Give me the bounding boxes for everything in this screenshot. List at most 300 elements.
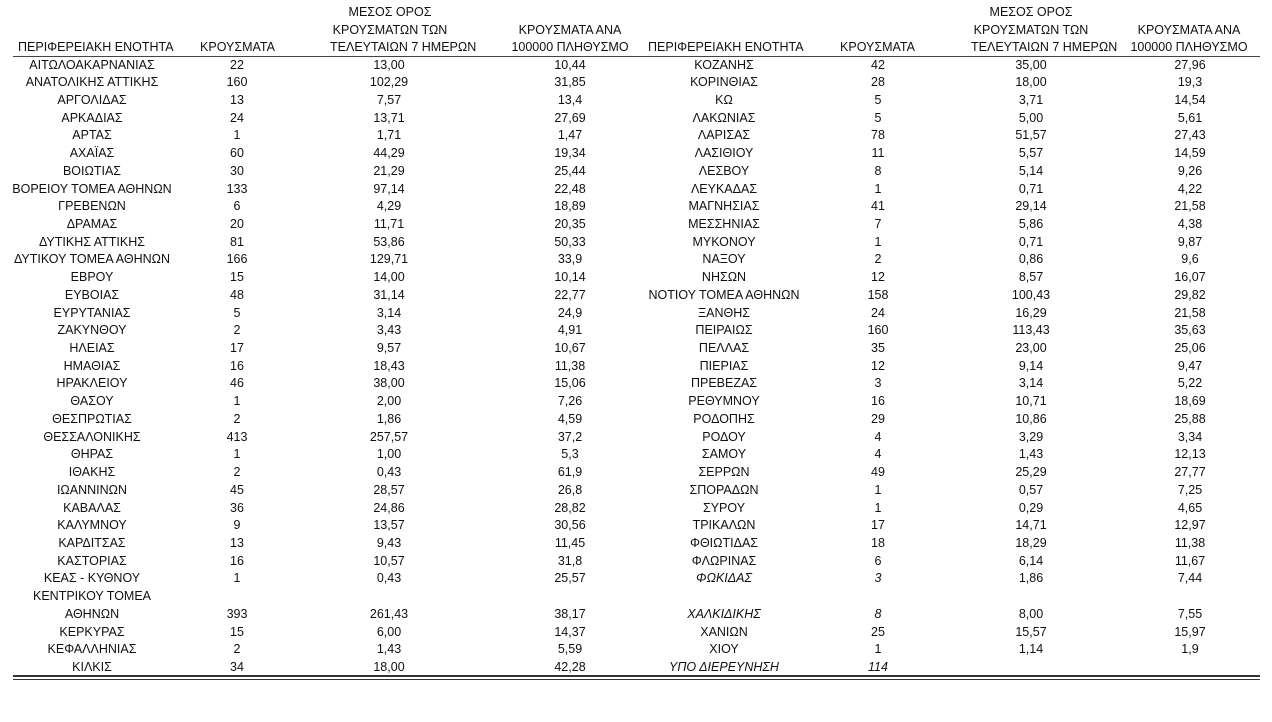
- region-cell: ΔΥΤΙΚΗΣ ΑΤΤΙΚΗΣ: [39, 234, 145, 249]
- region-cell: ΧΑΛΚΙΔΙΚΗΣ: [687, 606, 761, 621]
- per-100k-cell: 11,45: [554, 535, 586, 550]
- per-100k-cell: 11,38: [554, 358, 586, 373]
- per-100k-cell: 3,34: [1177, 429, 1203, 444]
- avg-7day-cell: 0,43: [376, 571, 402, 586]
- cases-cell: 36: [230, 500, 244, 515]
- avg-7day-cell: 18,43: [373, 358, 405, 373]
- region-cell: ΘΕΣΣΑΛΟΝΙΚΗΣ: [43, 429, 141, 444]
- per-100k-cell: 21,58: [1174, 305, 1206, 320]
- left-header-per-line1: ΚΡΟΥΣΜΑΤΑ ΑΝΑ: [518, 22, 622, 37]
- avg-7day-cell: 21,29: [373, 163, 405, 178]
- region-cell: ΞΑΝΘΗΣ: [698, 305, 750, 320]
- region-cell: ΚΑΡΔΙΤΣΑΣ: [58, 535, 126, 550]
- avg-7day-cell: 15,57: [1015, 624, 1047, 639]
- per-100k-cell: 4,59: [557, 411, 583, 426]
- avg-7day-cell: 129,71: [369, 252, 409, 267]
- per-100k-cell: 7,26: [557, 394, 583, 409]
- avg-7day-cell: 24,86: [373, 500, 405, 515]
- per-100k-cell: 50,33: [554, 234, 586, 249]
- per-100k-cell: 9,87: [1177, 234, 1203, 249]
- region-cell: ΜΑΓΝΗΣΙΑΣ: [688, 199, 760, 214]
- right-table-row: [0, 305, 1272, 323]
- right-table-row: [0, 517, 1272, 535]
- per-100k-cell: 5,59: [557, 642, 583, 657]
- region-cell: ΡΟΔΟΥ: [702, 429, 746, 444]
- cases-cell: 1: [874, 234, 882, 249]
- right-header-avg-line1: ΜΕΣΟΣ ΟΡΟΣ: [989, 5, 1073, 19]
- per-100k-cell: 4,38: [1177, 216, 1203, 231]
- region-cell: ΚΕΑΣ - ΚΥΘΝΟΥ: [43, 571, 141, 586]
- per-100k-cell: 25,44: [554, 163, 586, 178]
- right-table-row: [0, 216, 1272, 234]
- cases-cell: 25: [871, 624, 885, 639]
- right-table-row: [0, 163, 1272, 181]
- right-header-per-line1: ΚΡΟΥΣΜΑΤΑ ΑΝΑ: [1137, 22, 1241, 37]
- region-cell: ΚΑΛΥΜΝΟΥ: [57, 518, 127, 533]
- avg-7day-cell: 13,71: [373, 110, 405, 125]
- avg-7day-cell: 3,43: [376, 323, 402, 338]
- region-cell: ΧΑΝΙΩΝ: [700, 624, 748, 639]
- region-cell: ΡΟΔΟΠΗΣ: [693, 411, 755, 426]
- region-cell: ΣΥΡΟΥ: [702, 500, 746, 515]
- cases-cell: 7: [874, 216, 882, 231]
- cases-cell: 15: [230, 270, 244, 285]
- cases-cell: 3: [874, 376, 882, 391]
- per-100k-cell: 10,44: [554, 57, 586, 72]
- left-header-per100k: [505, 22, 635, 57]
- cases-cell: 158: [867, 287, 889, 302]
- avg-7day-cell: 53,86: [373, 234, 405, 249]
- avg-7day-cell: 31,14: [373, 287, 405, 302]
- cases-cell: 1: [233, 128, 241, 143]
- cases-cell: 393: [226, 606, 248, 621]
- per-100k-cell: 37,2: [557, 429, 583, 444]
- per-100k-cell: 9,6: [1181, 252, 1199, 267]
- avg-7day-cell: 113,43: [1012, 323, 1050, 338]
- right-table-row: [0, 375, 1272, 393]
- avg-7day-cell: 2,00: [376, 394, 402, 409]
- avg-7day-cell: 29,14: [1015, 199, 1047, 214]
- avg-7day-cell: 13,00: [373, 57, 405, 72]
- region-cell: ΑΝΑΤΟΛΙΚΗΣ ΑΤΤΙΚΗΣ: [25, 75, 159, 90]
- per-100k-cell: 10,67: [554, 341, 586, 356]
- avg-7day-cell: 3,14: [1018, 376, 1044, 391]
- avg-7day-cell: 1,43: [376, 642, 402, 657]
- right-table-row: [0, 429, 1272, 447]
- region-cell: ΕΥΡΥΤΑΝΙΑΣ: [53, 305, 131, 320]
- region-cell: ΦΩΚΙΔΑΣ: [696, 571, 752, 586]
- per-100k-cell: 18,69: [1174, 394, 1206, 409]
- right-table-row: [0, 110, 1272, 128]
- cases-cell: 1: [233, 571, 241, 586]
- cases-cell: 413: [226, 429, 248, 444]
- per-100k-cell: 22,48: [554, 181, 586, 196]
- cases-cell: 11: [871, 146, 885, 161]
- region-cell: ΠΕΙΡΑΙΩΣ: [695, 323, 753, 338]
- avg-7day-cell: 1,86: [376, 411, 402, 426]
- region-cell: ΜΥΚΟΝΟΥ: [692, 234, 756, 249]
- right-table-row: [0, 464, 1272, 482]
- region-cell: ΕΥΒΟΙΑΣ: [64, 287, 120, 302]
- region-cell: ΛΑΣΙΘΙΟΥ: [694, 146, 754, 161]
- right-table-row: [0, 145, 1272, 163]
- right-table-row: [0, 358, 1272, 376]
- per-100k-cell: 42,28: [554, 659, 586, 674]
- right-header-avg: [971, 4, 1118, 57]
- avg-7day-cell: 7,57: [376, 92, 402, 107]
- right-table-row: [0, 535, 1272, 553]
- right-table-row: [0, 482, 1272, 500]
- bottom-rule-top: [13, 675, 1260, 677]
- region-cell: ΖΑΚΥΝΘΟΥ: [57, 323, 127, 338]
- region-cell: ΑΡΤΑΣ: [72, 128, 112, 143]
- avg-7day-cell: 6,00: [376, 624, 402, 639]
- avg-7day-cell: 0,71: [1018, 181, 1044, 196]
- region-cell: ΠΙΕΡΙΑΣ: [699, 358, 749, 373]
- right-table-row: [0, 287, 1272, 305]
- cases-cell: 2: [233, 323, 241, 338]
- avg-7day-cell: 1,71: [376, 128, 402, 143]
- cases-cell: 2: [874, 252, 882, 267]
- cases-cell: 133: [226, 181, 248, 196]
- region-cell: ΑΧΑΪΑΣ: [69, 146, 115, 161]
- per-100k-cell: 27,69: [554, 110, 586, 125]
- avg-7day-cell: 3,71: [1018, 92, 1044, 107]
- avg-7day-cell: 9,57: [376, 341, 402, 356]
- avg-7day-cell: 18,00: [373, 659, 405, 674]
- per-100k-cell: 20,35: [554, 216, 586, 231]
- cases-cell: 6: [233, 199, 241, 214]
- right-table-row: [0, 234, 1272, 252]
- left-header-avg-line2: ΚΡΟΥΣΜΑΤΩΝ ΤΩΝ: [332, 22, 448, 37]
- region-cell: ΚΩ: [715, 92, 733, 107]
- per-100k-cell: 25,88: [1174, 411, 1206, 426]
- region-cell: ΦΘΙΩΤΙΔΑΣ: [689, 535, 759, 550]
- cases-cell: 4: [874, 429, 882, 444]
- avg-7day-cell: 11,71: [373, 216, 405, 231]
- avg-7day-cell: 14,71: [1015, 518, 1047, 533]
- right-table-row: [0, 181, 1272, 199]
- region-cell: ΣΑΜΟΥ: [701, 447, 747, 462]
- cases-cell: 16: [871, 394, 885, 409]
- region-cell: ΚΟΖΑΝΗΣ: [694, 57, 754, 72]
- per-100k-cell: 29,82: [1174, 287, 1206, 302]
- per-100k-cell: 14,37: [554, 624, 586, 639]
- avg-7day-cell: 0,71: [1018, 234, 1044, 249]
- per-100k-cell: 27,77: [1174, 465, 1206, 480]
- right-table-row: [0, 411, 1272, 429]
- region-cell: ΒΟΡΕΙΟΥ ΤΟΜΕΑ ΑΘΗΝΩΝ: [12, 181, 172, 196]
- per-100k-cell: 15,06: [554, 376, 586, 391]
- cases-cell: 16: [230, 358, 244, 373]
- right-table-row: [0, 553, 1272, 571]
- region-cell: ΘΕΣΠΡΩΤΙΑΣ: [52, 411, 132, 426]
- cases-cell: 46: [230, 376, 244, 391]
- cases-cell: 1: [874, 181, 882, 196]
- per-100k-cell: 4,91: [557, 323, 583, 338]
- right-table-row: [0, 340, 1272, 358]
- region-cell: ΚΙΛΚΙΣ: [72, 659, 112, 674]
- region-cell: ΠΡΕΒΕΖΑΣ: [690, 376, 758, 391]
- avg-7day-cell: 3,14: [376, 305, 402, 320]
- cases-cell: 45: [230, 482, 244, 497]
- avg-7day-cell: 16,29: [1015, 305, 1047, 320]
- cases-cell: 2: [233, 411, 241, 426]
- cases-cell: 1: [874, 500, 882, 515]
- cases-cell: 8: [874, 163, 882, 178]
- per-100k-cell: 21,58: [1174, 199, 1206, 214]
- per-100k-cell: 9,26: [1177, 163, 1203, 178]
- per-100k-cell: 25,06: [1174, 341, 1206, 356]
- cases-cell: 35: [871, 341, 885, 356]
- cases-cell: 22: [230, 57, 244, 72]
- region-cell: ΚΑΒΑΛΑΣ: [63, 500, 121, 515]
- per-100k-cell: 10,14: [554, 270, 586, 285]
- cases-cell: 1: [874, 482, 882, 497]
- avg-7day-cell: 28,57: [373, 482, 405, 497]
- per-100k-cell: 30,56: [554, 518, 586, 533]
- cases-cell: 114: [868, 659, 888, 674]
- cases-cell: 3: [874, 571, 882, 586]
- avg-7day-cell: 10,71: [1015, 394, 1047, 409]
- avg-7day-cell: 8,00: [1018, 606, 1044, 621]
- cases-cell: 5: [874, 92, 882, 107]
- right-table-row: [0, 251, 1272, 269]
- cases-cell: 16: [230, 553, 244, 568]
- left-header-cases: ΚΡΟΥΣΜΑΤΑ: [200, 40, 275, 54]
- avg-7day-cell: 100,43: [1011, 287, 1051, 302]
- right-header-per100k: [1124, 22, 1254, 57]
- cases-cell: 28: [871, 75, 885, 90]
- avg-7day-cell: 23,00: [1015, 341, 1047, 356]
- per-100k-cell: 12,97: [1174, 518, 1206, 533]
- region-cell: ΓΡΕΒΕΝΩΝ: [58, 199, 126, 214]
- cases-cell: 30: [230, 163, 244, 178]
- right-table-row: [0, 500, 1272, 518]
- region-cell: ΣΕΡΡΩΝ: [698, 465, 750, 480]
- per-100k-cell: 33,9: [557, 252, 583, 267]
- avg-7day-cell: 38,00: [373, 376, 405, 391]
- avg-7day-cell: 4,29: [376, 199, 402, 214]
- avg-7day-cell: 13,57: [373, 518, 405, 533]
- per-100k-cell: 19,3: [1177, 75, 1203, 90]
- avg-7day-cell: 1,43: [1018, 447, 1044, 462]
- region-cell: ΘΗΡΑΣ: [70, 447, 114, 462]
- region-cell: ΚΕΝΤΡΙΚΟΥ ΤΟΜΕΑ: [33, 589, 151, 604]
- per-100k-cell: 14,54: [1174, 92, 1206, 107]
- per-100k-cell: 4,65: [1177, 500, 1203, 515]
- right-header-region: ΠΕΡΙΦΕΡΕΙΑΚΗ ΕΝΟΤΗΤΑ: [648, 40, 804, 54]
- region-cell: ΝΟΤΙΟΥ ΤΟΜΕΑ ΑΘΗΝΩΝ: [648, 287, 800, 302]
- cases-cell: 24: [230, 110, 244, 125]
- avg-7day-cell: 0,29: [1018, 500, 1044, 515]
- avg-7day-cell: 8,57: [1018, 270, 1044, 285]
- per-100k-cell: 11,38: [1174, 535, 1206, 550]
- right-table-row: [0, 588, 1272, 606]
- per-100k-cell: 28,82: [554, 500, 586, 515]
- cases-cell: 17: [871, 518, 885, 533]
- avg-7day-cell: 6,14: [1018, 553, 1044, 568]
- right-table-row: [0, 606, 1272, 624]
- cases-cell: 166: [226, 252, 248, 267]
- per-100k-cell: 61,9: [557, 465, 583, 480]
- region-cell: ΚΑΣΤΟΡΙΑΣ: [57, 553, 127, 568]
- per-100k-cell: 9,47: [1177, 358, 1203, 373]
- cases-cell: 41: [871, 199, 885, 214]
- avg-7day-cell: 1,00: [376, 447, 402, 462]
- left-header-avg-line1: ΜΕΣΟΣ ΟΡΟΣ: [348, 5, 432, 19]
- per-100k-cell: 4,22: [1177, 181, 1203, 196]
- cases-cell: 48: [230, 287, 244, 302]
- per-100k-cell: 18,89: [554, 199, 586, 214]
- region-cell: ΛΕΣΒΟΥ: [698, 163, 750, 178]
- region-cell: ΣΠΟΡΑΔΩΝ: [689, 482, 759, 497]
- cases-cell: 4: [874, 447, 882, 462]
- right-table-row: [0, 659, 1272, 677]
- per-100k-cell: 13,4: [557, 92, 583, 107]
- cases-cell: 42: [871, 57, 885, 72]
- per-100k-cell: 12,13: [1174, 447, 1206, 462]
- region-cell: ΗΛΕΙΑΣ: [69, 341, 115, 356]
- region-cell: ΝΑΞΟΥ: [702, 252, 746, 267]
- region-cell: ΒΟΙΩΤΙΑΣ: [62, 163, 122, 178]
- per-100k-cell: 25,57: [554, 571, 586, 586]
- right-table-row: [0, 322, 1272, 340]
- per-100k-cell: 19,34: [554, 146, 586, 161]
- region-cell: ΗΡΑΚΛΕΙΟΥ: [56, 376, 128, 391]
- avg-7day-cell: 1,86: [1018, 571, 1044, 586]
- right-table-row: [0, 641, 1272, 659]
- region-cell: ΙΘΑΚΗΣ: [68, 465, 116, 480]
- region-cell: ΚΟΡΙΝΘΙΑΣ: [690, 75, 758, 90]
- right-table-row: [0, 269, 1272, 287]
- left-header-region: ΠΕΡΙΦΕΡΕΙΑΚΗ ΕΝΟΤΗΤΑ: [18, 40, 174, 54]
- per-100k-cell: 35,63: [1174, 323, 1206, 338]
- right-header-per-line2: 100000 ΠΛΗΘΥΣΜΟ: [1130, 40, 1248, 55]
- per-100k-cell: 7,44: [1177, 571, 1203, 586]
- per-100k-cell: 24,9: [557, 305, 583, 320]
- left-header-per-line2: 100000 ΠΛΗΘΥΣΜΟ: [511, 40, 629, 55]
- cases-cell: 2: [233, 465, 241, 480]
- right-table-row: [0, 198, 1272, 216]
- right-table-row: [0, 127, 1272, 145]
- per-100k-cell: 7,25: [1177, 482, 1203, 497]
- cases-cell: 78: [871, 128, 885, 143]
- cases-cell: 5: [233, 305, 241, 320]
- cases-cell: 2: [233, 642, 241, 657]
- region-cell: ΕΒΡΟΥ: [70, 270, 114, 285]
- avg-7day-cell: 0,86: [1018, 252, 1044, 267]
- cases-cell: 20: [230, 216, 244, 231]
- avg-7day-cell: 257,57: [369, 429, 409, 444]
- right-header-cases: ΚΡΟΥΣΜΑΤΑ: [840, 40, 915, 54]
- per-100k-cell: 27,43: [1174, 128, 1206, 143]
- per-100k-cell: 5,61: [1177, 110, 1203, 125]
- avg-7day-cell: 9,14: [1018, 358, 1044, 373]
- avg-7day-cell: 9,43: [376, 535, 402, 550]
- per-100k-cell: 38,17: [554, 606, 586, 621]
- cases-cell: 49: [871, 465, 885, 480]
- region-cell: ΜΕΣΣΗΝΙΑΣ: [688, 216, 760, 231]
- avg-7day-cell: 25,29: [1015, 465, 1047, 480]
- right-header-avg-line3: ΤΕΛΕΥΤΑΙΩΝ 7 ΗΜΕΡΩΝ: [971, 40, 1118, 55]
- cases-cell: 12: [871, 358, 885, 373]
- region-cell: ΥΠΟ ΔΙΕΡΕΥΝΗΣΗ: [669, 659, 779, 674]
- per-100k-cell: 11,67: [1174, 553, 1206, 568]
- cases-cell: 13: [230, 92, 244, 107]
- region-cell: ΦΛΩΡΙΝΑΣ: [691, 553, 757, 568]
- avg-7day-cell: 44,29: [373, 146, 405, 161]
- cases-cell: 13: [230, 535, 244, 550]
- right-header-avg-line2: ΚΡΟΥΣΜΑΤΩΝ ΤΩΝ: [973, 22, 1089, 37]
- cases-cell: 17: [230, 341, 244, 356]
- avg-7day-cell: 1,14: [1018, 642, 1044, 657]
- avg-7day-cell: 102,29: [369, 75, 409, 90]
- cases-cell: 81: [230, 234, 244, 249]
- cases-cell: 60: [230, 146, 244, 161]
- left-header-avg: [330, 4, 477, 57]
- right-table-row: [0, 624, 1272, 642]
- right-table-row: [0, 393, 1272, 411]
- region-cell: ΤΡΙΚΑΛΩΝ: [692, 518, 756, 533]
- avg-7day-cell: 14,00: [373, 270, 405, 285]
- cases-cell: 1: [233, 394, 241, 409]
- cases-cell: 24: [871, 305, 885, 320]
- region-cell: ΔΡΑΜΑΣ: [66, 216, 118, 231]
- region-cell: ΛΑΡΙΣΑΣ: [697, 128, 751, 143]
- avg-7day-cell: 18,29: [1015, 535, 1047, 550]
- per-100k-cell: 1,9: [1181, 642, 1199, 657]
- per-100k-cell: 5,22: [1177, 376, 1203, 391]
- cases-cell: 160: [867, 323, 889, 338]
- region-cell: ΔΥΤΙΚΟΥ ΤΟΜΕΑ ΑΘΗΝΩΝ: [13, 252, 171, 267]
- region-cell: ΑΡΚΑΔΙΑΣ: [61, 110, 123, 125]
- region-cell: ΑΙΤΩΛΟΑΚΑΡΝΑΝΙΑΣ: [29, 57, 155, 72]
- region-cell: ΗΜΑΘΙΑΣ: [63, 358, 121, 373]
- avg-7day-cell: 10,57: [373, 553, 405, 568]
- cases-cell: 9: [233, 518, 241, 533]
- per-100k-cell: 31,85: [554, 75, 586, 90]
- avg-7day-cell: 5,57: [1018, 146, 1044, 161]
- per-100k-cell: 7,55: [1177, 606, 1203, 621]
- avg-7day-cell: 5,00: [1018, 110, 1044, 125]
- region-cell: ΡΕΘΥΜΝΟΥ: [688, 394, 760, 409]
- cases-cell: 15: [230, 624, 244, 639]
- per-100k-cell: 27,96: [1174, 57, 1206, 72]
- avg-7day-cell: 51,57: [1015, 128, 1047, 143]
- avg-7day-cell: 18,00: [1015, 75, 1047, 90]
- region-cell: ΘΑΣΟΥ: [70, 394, 114, 409]
- left-header-avg-line3: ΤΕΛΕΥΤΑΙΩΝ 7 ΗΜΕΡΩΝ: [330, 40, 477, 55]
- cases-cell: 34: [230, 659, 244, 674]
- region-cell: ΝΗΣΩΝ: [701, 270, 747, 285]
- per-100k-cell: 26,8: [557, 482, 583, 497]
- right-table-row: [0, 570, 1272, 588]
- region-cell: ΑΘΗΝΩΝ: [64, 606, 120, 621]
- region-cell: ΛΕΥΚΑΔΑΣ: [690, 181, 758, 196]
- per-100k-cell: 15,97: [1174, 624, 1206, 639]
- region-cell: ΙΩΑΝΝΙΝΩΝ: [56, 482, 128, 497]
- cases-cell: 160: [226, 75, 248, 90]
- region-cell: ΚΕΦΑΛΛΗΝΙΑΣ: [47, 642, 137, 657]
- region-cell: ΧΙΟΥ: [709, 642, 739, 657]
- region-cell: ΠΕΛΛΑΣ: [698, 341, 750, 356]
- right-table-row: [0, 446, 1272, 464]
- cases-cell: 18: [871, 535, 885, 550]
- cases-cell: 1: [874, 642, 882, 657]
- per-100k-cell: 22,77: [554, 287, 586, 302]
- per-100k-cell: 5,3: [561, 447, 579, 462]
